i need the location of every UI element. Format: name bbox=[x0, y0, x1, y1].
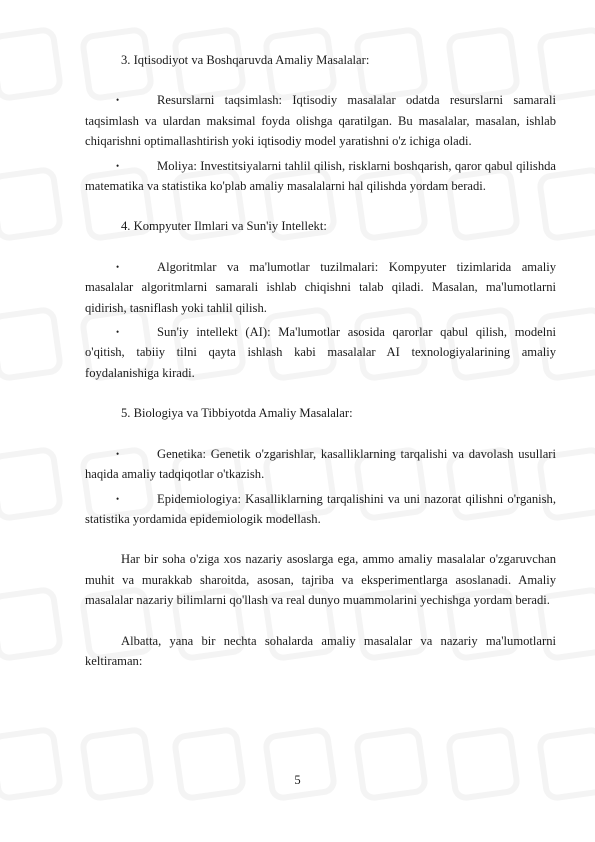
document-page bbox=[85, 50, 556, 691]
list-item bbox=[85, 444, 556, 485]
list-item bbox=[85, 322, 556, 383]
body-paragraph: Har bir soha o'ziga xos nazariy asoslarga ega, ammo amaliy masalalar o'zgaruvchan muhit va murakkab sharoitda, asosan, tajriba va eksperimentlarga asoslanadi. Amaliy masalalar nazariy bilimlarni qo'llash va real dunyo muammolarini yechishga yordam beradi. bbox=[85, 552, 556, 608]
section-computer-science bbox=[85, 216, 556, 383]
list-item bbox=[85, 257, 556, 318]
section-heading: 4. Kompyuter Ilmlari va Sun'iy Intellekt: bbox=[121, 219, 327, 234]
list-item bbox=[85, 90, 556, 151]
list-item-text: Epidemiologiya: Kasalliklarning tarqalishini va uni nazorat qilishni o'rganish, statistika yordamida epidemiologik modellash. bbox=[85, 491, 556, 526]
section-heading: 5. Biologiya va Tibbiyotda Amaliy Masalalar: bbox=[121, 406, 353, 421]
bullet-icon: • bbox=[116, 448, 120, 459]
bullet-icon: • bbox=[116, 160, 120, 171]
list-item-text: Genetika: Genetik o'zgarishlar, kasalliklarning tarqalishi va davolash usullari haqida amaliy tadqiqotlar o'tkazish. bbox=[85, 446, 556, 482]
list-item-text: Sun'iy intellekt (AI): Ma'lumotlar asosida qarorlar qabul qilish, modelni o'qitish, tabiiy tilni qayta ishlash kabi masalalar AI texnologiyalarining amaliy foydalanishiga kiradi. bbox=[85, 325, 556, 380]
list-item bbox=[85, 156, 556, 197]
bullet-icon: • bbox=[116, 261, 120, 272]
bullet-icon: • bbox=[116, 95, 120, 106]
section-biology bbox=[85, 403, 556, 529]
list-item-text: Resurslarni taqsimlash: Iqtisodiy masalalar odatda resurslarni samarali taqsimlash va ulardan maksimal foyda olishga qaratilgan. Bu masalalar, masalan, ishlab chiqarishni optimallashtirish yoki iqtisodiy model yaratishni o'z ichiga oladi. bbox=[85, 93, 556, 149]
bullet-icon: • bbox=[116, 327, 120, 338]
list-item-text: Algoritmlar va ma'lumotlar tuzilmalari: Kompyuter tizimlarida amaliy masalalar algoritmlarni samarali ishlab chiqishni talab qiladi. Masalan, ma'lumotlarni qidirish, tasniflash yoki tahlil qilish. bbox=[85, 259, 556, 315]
page-number: 5 bbox=[294, 773, 301, 787]
list-item-text: Moliya: Investitsiyalarni tahlil qilish, risklarni boshqarish, qaror qabul qilishda matematika va statistika ko'plab amaliy masalalarni hal qilishda yordam beradi. bbox=[85, 158, 556, 194]
list-item bbox=[85, 489, 556, 530]
section-heading: 3. Iqtisodiyot va Boshqaruvda Amaliy Masalalar: bbox=[121, 53, 370, 67]
body-paragraph: Albatta, yana bir nechta sohalarda amaliy masalalar va nazariy ma'lumotlarni keltiraman: bbox=[85, 633, 556, 668]
bullet-icon: • bbox=[116, 493, 120, 504]
section-economics bbox=[85, 50, 556, 196]
